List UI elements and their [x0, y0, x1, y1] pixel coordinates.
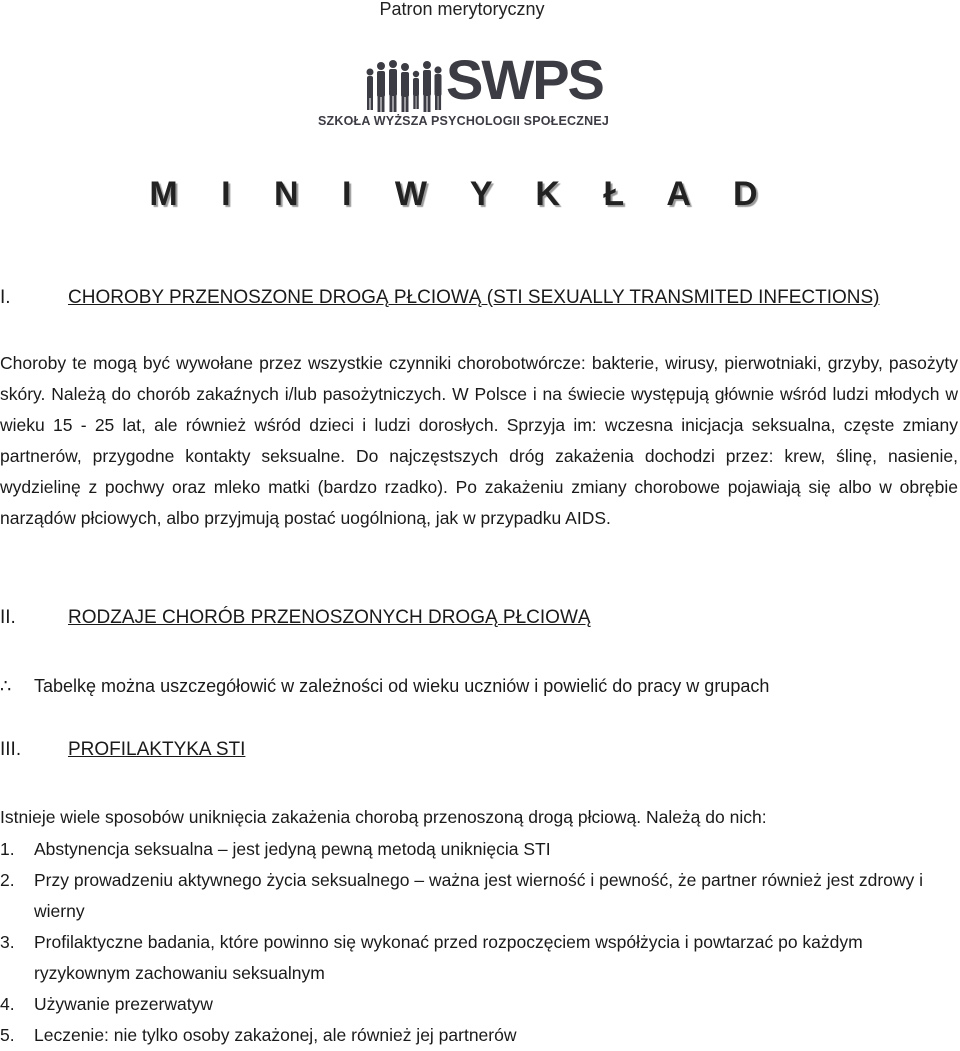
swps-logo	[318, 48, 610, 136]
section-1-number: I.	[0, 287, 11, 308]
therefore-icon: ∴	[0, 676, 12, 696]
list-item-text: Abstynencja seksualna – jest jedyną pewną metodą uniknięcia STI	[34, 839, 551, 859]
list-item-text: Profilaktyczne badania, które powinno się wykonać przed rozpoczęciem współżycia i powtarzać po każdym ryzykownym zachowaniu seksualnym	[34, 932, 863, 983]
patron-caption: Patron merytoryczny	[379, 0, 545, 19]
list-item-text: Używanie prezerwatyw	[34, 994, 213, 1014]
section-1-paragraph: Choroby te mogą być wywołane przez wszystkie czynniki chorobotwórcze: bakterie, wirusy, pierwotniaki, grzyby, pasożyty skóry. Należą do chorób zakaźnych i/lub pasożytniczych. W Polsce i na świecie występują głównie wśród ludzi młodych w wieku 15 - 25 lat, ale również wśród dzieci i ludzi dorosłych. Sprzyja im: wczesna inicjacja seksualna, częste zmiany partnerów, przygodne kontakty seksualne. Do najczęstszych dróg zakażenia dochodzi przez: krew, ślinę, nasienie, wydzielinę z pochwy oraz mleko matki (bardzo rzadko). Po zakażeniu zmiany chorobowe pojawiają się albo w obrębie narządów płciowych, albo przyjmują postać uogólnioną, jak w przypadku AIDS.	[0, 353, 958, 528]
list-item-number: 3.	[0, 932, 15, 952]
logo-subtitle: SZKOŁA WYŻSZA PSYCHOLOGII SPOŁECZNEJ	[318, 114, 610, 128]
list-item	[0, 1020, 958, 1051]
list-item-number: 2.	[0, 870, 15, 890]
list-item	[0, 989, 958, 1020]
teacher-note-text: Tabelkę można uszczegółowić w zależności od wieku uczniów i powielić do pracy w grupach	[34, 676, 770, 696]
section-1-title: CHOROBY PRZENOSZONE DROGĄ PŁCIOWĄ (STI SEXUALLY TRANSMITED INFECTIONS)	[68, 287, 880, 308]
list-item	[0, 834, 958, 865]
page-title: M I N I W Y K Ł A D	[149, 175, 775, 213]
list-item-number: 4.	[0, 994, 15, 1014]
list-item-text: Leczenie: nie tylko osoby zakażonej, ale również jej partnerów	[34, 1025, 517, 1045]
list-item-number: 5.	[0, 1025, 15, 1045]
section-2-title: RODZAJE CHORÓB PRZENOSZONYCH DROGĄ PŁCIOWĄ	[68, 607, 591, 628]
list-item	[0, 865, 958, 927]
list-item-text: Przy prowadzeniu aktywnego życia seksualnego – ważna jest wierność i pewność, że partner również jest zdrowy i wierny	[34, 870, 924, 921]
people-silhouettes-icon	[364, 58, 446, 114]
teacher-note	[0, 673, 769, 699]
section-3-title: PROFILAKTYKA STI	[68, 739, 246, 760]
section-2-number: II.	[0, 607, 16, 628]
logo-wordmark: SWPS	[446, 48, 603, 111]
list-item	[0, 927, 958, 989]
list-item-number: 1.	[0, 839, 15, 859]
section-3-number: III.	[0, 739, 22, 760]
prevention-list	[0, 834, 958, 1051]
section-3-intro: Istnieje wiele sposobów uniknięcia zakażenia chorobą przenoszoną drogą płciową. Należą do nich:	[0, 807, 767, 827]
